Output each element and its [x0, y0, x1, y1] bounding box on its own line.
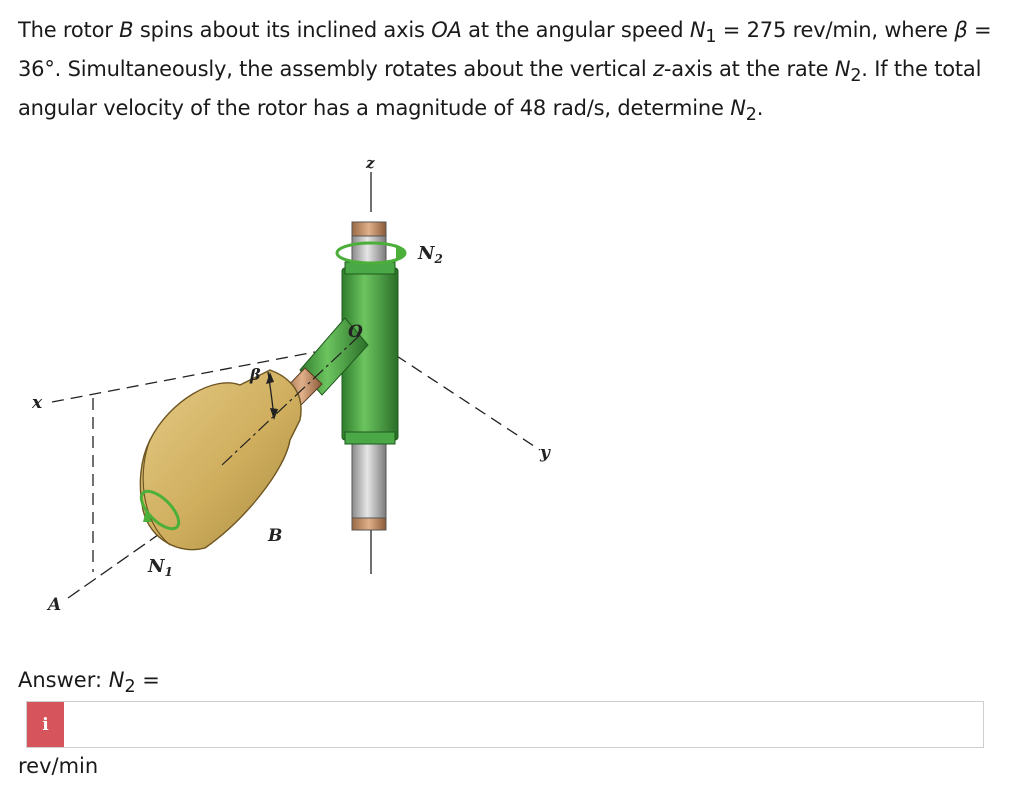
label-b: B	[268, 526, 283, 546]
green-collar-bottom	[345, 432, 395, 444]
label-n2: $N_2$	[418, 243, 443, 266]
label-n1: $N_1$	[148, 556, 173, 579]
label-z: z	[366, 154, 375, 172]
answer-row	[26, 701, 984, 748]
label-y: y	[540, 443, 550, 463]
problem-statement: The rotor B spins about its inclined axis OA at the angular speed $N_1 = 275$ rev/min, where β = 36°. Simultaneously, the assembly rotates about the vertical z-axis at the rate $N_2$. If the total angular velocity of the rotor has a magnitude of 48 rad/s, determine $N_2$.	[18, 18, 992, 126]
label-x: x	[32, 393, 43, 413]
info-icon[interactable]: i	[27, 702, 64, 747]
label-a: A	[48, 595, 62, 610]
label-o: O	[348, 322, 363, 342]
y-axis-dashed	[380, 345, 540, 450]
answer-input[interactable]	[64, 702, 983, 747]
label-beta: β	[250, 365, 261, 384]
shaft-top-copper	[352, 222, 386, 236]
answer-unit: rev/min	[18, 754, 99, 778]
rotor-assembly-figure	[0, 140, 620, 610]
answer-label: Answer: $N_2$ =	[18, 668, 160, 698]
shaft-bottom-copper	[352, 518, 386, 530]
rotor-body	[140, 370, 301, 550]
